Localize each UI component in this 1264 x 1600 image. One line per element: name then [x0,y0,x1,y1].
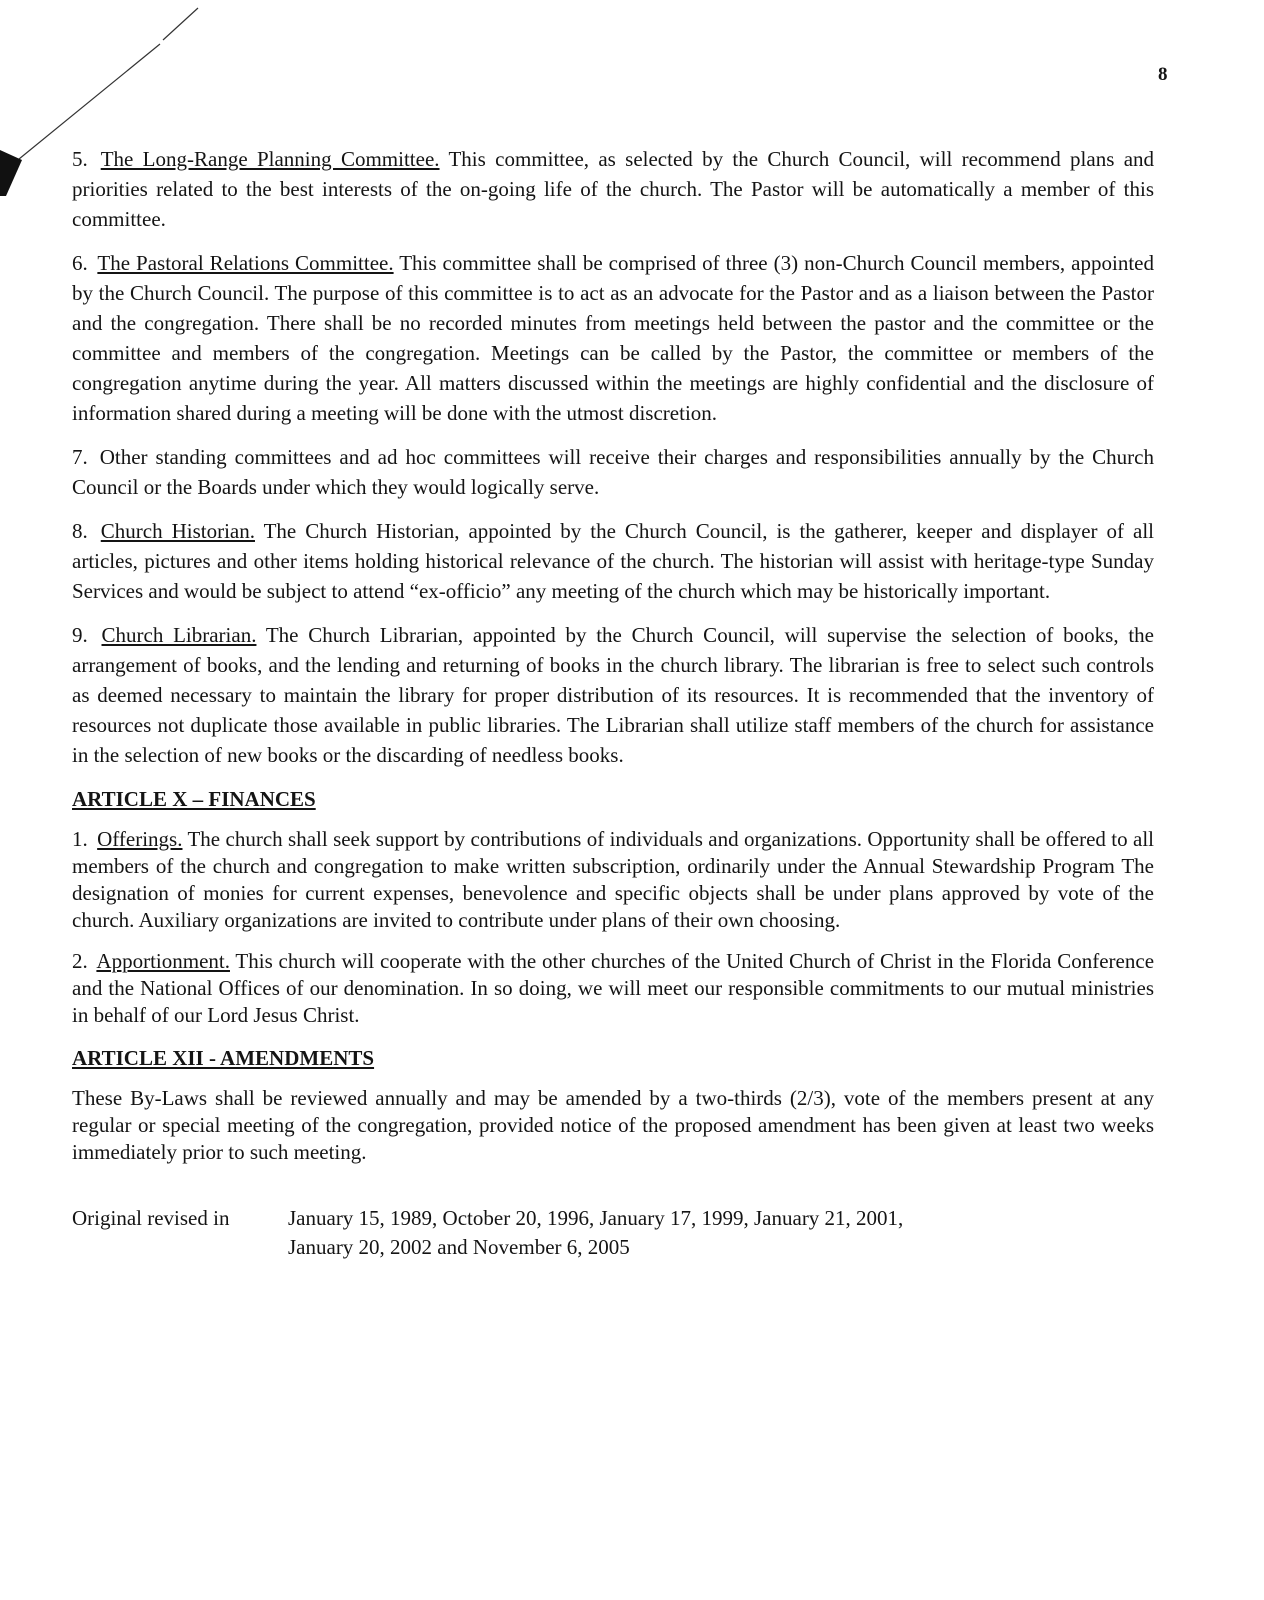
article-x-heading: ARTICLE X – FINANCES [72,787,316,811]
section-item-5 [72,144,1154,234]
item-text: This church will cooperate with the other churches of the United Church of Christ in the Florida Conference and the National Offices of our denomination. In so doing, we will meet our responsible commitments to our mutual ministries in behalf of our Lord Jesus Christ. [72,949,1155,1027]
item-title: The Pastoral Relations Committee. [97,251,394,275]
item-title: Church Librarian. [101,623,257,647]
item-title: Apportionment. [96,949,230,973]
item-number: 8. [72,519,88,543]
item-title: The Long-Range Planning Committee. [100,147,440,171]
item-title: Offerings. [97,827,183,851]
finances-item-1 [72,826,1154,934]
item-text: This committee shall be comprised of three (3) non-Church Council members, appointed by the Church Council. The purpose of this committee is to act as an advocate for the Pastor and as a liaison between the Pastor and the congregation. There shall be no recorded minutes from meetings held between the pastor and the committee or the committee and members of the congregation. Meetings can be called by the Pastor, the committee or members of the congregation anytime during the year. All matters discussed within the meetings are highly confidential and the disclosure of information shared during a meeting will be done with the utmost discretion. [72,251,1154,425]
item-number: 2. [72,949,88,973]
item-text: The Church Historian, appointed by the Church Council, is the gatherer, keeper and displayer of all articles, pictures and other items holding historical relevance of the church. The historian will assist with heritage-type Sunday Services and would be subject to attend “ex-officio” any meeting of the church which may be historically important. [72,519,1155,603]
revision-history [72,1204,1154,1262]
item-number: 9. [72,623,88,647]
item-text: Other standing committees and ad hoc committees will receive their charges and responsibilities annually by the Church Council or the Boards under which they would logically serve. [72,445,1154,499]
amendments-text: These By-Laws shall be reviewed annually and may be amended by a two-thirds (2/3), vote of the members present at any regular or special meeting of the congregation, provided notice of the proposed amendment has been given at least two weeks immediately prior to such meeting. [72,1086,1154,1164]
section-item-8 [72,516,1154,606]
revision-dates-line-2: January 20, 2002 and November 6, 2005 [288,1235,630,1259]
section-item-9 [72,620,1154,770]
item-title: Church Historian. [100,519,255,543]
article-xii-heading: ARTICLE XII - AMENDMENTS [72,1046,375,1070]
revision-dates-line-1: January 15, 1989, October 20, 1996, January 17, 1999, January 21, 2001, [288,1206,904,1230]
section-item-7 [72,442,1154,502]
item-text: This committee, as selected by the Church Council, will recommend plans and priorities related to the best interests of the on-going life of the church. The Pastor will be automatically a member of this committee. [72,147,1155,231]
document-body [72,144,1154,1262]
item-number: 1. [72,827,88,851]
revision-label: Original revised in [72,1206,230,1230]
finances-item-2 [72,948,1154,1029]
item-text: The church shall seek support by contributions of individuals and organizations. Opportunity shall be offered to all members of the church and congregation to make written subscription, ordinarily under the Annual Stewardship Program The designation of monies for current expenses, benevolence and specific objects shall be under plans approved by vote of the church. Auxiliary organizations are invited to contribute under plans of their own choosing. [72,827,1154,932]
item-number: 7. [72,445,88,469]
item-number: 6. [72,251,88,275]
section-item-6 [72,248,1154,428]
item-text: The Church Librarian, appointed by the Church Council, will supervise the selection of books, the arrangement of books, and the lending and returning of books in the church library. The librarian is free to select such controls as deemed necessary to maintain the library for proper distribution of its resources. It is recommended that the inventory of resources not duplicate those available in public libraries. The Librarian shall utilize staff members of the church for assistance in the selection of new books or the discarding of needless books. [72,623,1155,767]
item-number: 5. [72,147,88,171]
revision-dates [288,1204,1154,1262]
page-number: 8 [1158,64,1168,85]
